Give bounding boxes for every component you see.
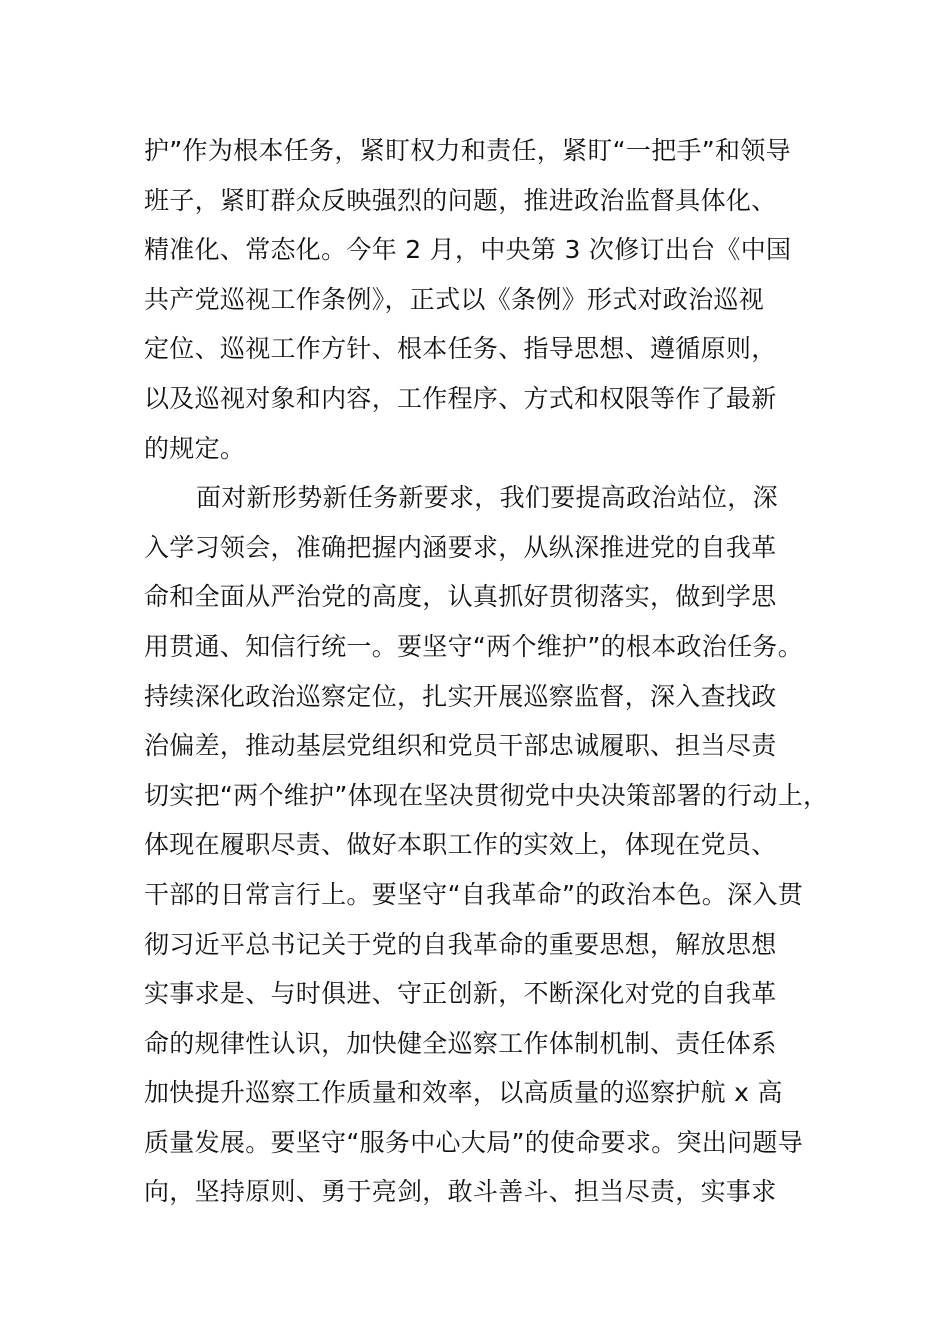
text-line: 实事求是、与时俱进、守正创新，不断深化对党的自我革	[144, 979, 777, 1009]
text-line: 治偏差，推动基层党组织和党员干部忠诚履职、担当尽责	[144, 731, 777, 761]
text-line: 用贯通、知信行统一。要坚守“两个维护”的根本政治任务。	[144, 631, 804, 661]
text-line: 以及巡视对象和内容，工作程序、方式和权限等作了最新	[144, 383, 777, 413]
paragraph-start-line: 面对新形势新任务新要求，我们要提高政治站位，深	[196, 483, 778, 513]
text-line: 命和全面从严治党的高度，认真抓好贯彻落实，做到学思	[144, 582, 777, 612]
text-line: 定位、巡视工作方针、根本任务、指导思想、遵循原则，	[144, 334, 777, 364]
text-line: 体现在履职尽责、做好本职工作的实效上，体现在党员、	[144, 830, 777, 860]
text-line: 精准化、常态化。今年 2 月，中央第 3 次修订出台《中国	[144, 235, 792, 265]
text-line: 切实把“两个维护”体现在坚决贯彻党中央决策部署的行动上，	[144, 780, 829, 810]
text-line: 加快提升巡察工作质量和效率，以高质量的巡察护航 x 高	[144, 1078, 783, 1108]
text-line: 入学习领会，准确把握内涵要求，从纵深推进党的自我革	[144, 532, 777, 562]
text-line: 向，坚持原则、勇于亮剑，敢斗善斗、担当尽责，实事求	[144, 1177, 777, 1207]
text-line: 干部的日常言行上。要坚守“自我革命”的政治本色。深入贯	[144, 879, 804, 909]
text-line: 彻习近平总书记关于党的自我革命的重要思想，解放思想	[144, 929, 777, 959]
text-line: 共产党巡视工作条例》，正式以《条例》形式对政治巡视	[144, 284, 765, 314]
text-line: 班子，紧盯群众反映强烈的问题，推进政治监督具体化、	[144, 185, 777, 215]
text-line: 的规定。	[144, 433, 246, 463]
text-line: 质量发展。要坚守“服务中心大局”的使命要求。突出问题导	[144, 1127, 804, 1157]
text-line: 命的规律性认识，加快健全巡察工作体制机制、责任体系	[144, 1028, 777, 1058]
text-line: 持续深化政治巡察定位，扎实开展巡察监督，深入查找政	[144, 681, 777, 711]
text-line: 护”作为根本任务，紧盯权力和责任，紧盯“一把手”和领导	[144, 136, 791, 165]
body-text	[144, 126, 844, 1217]
